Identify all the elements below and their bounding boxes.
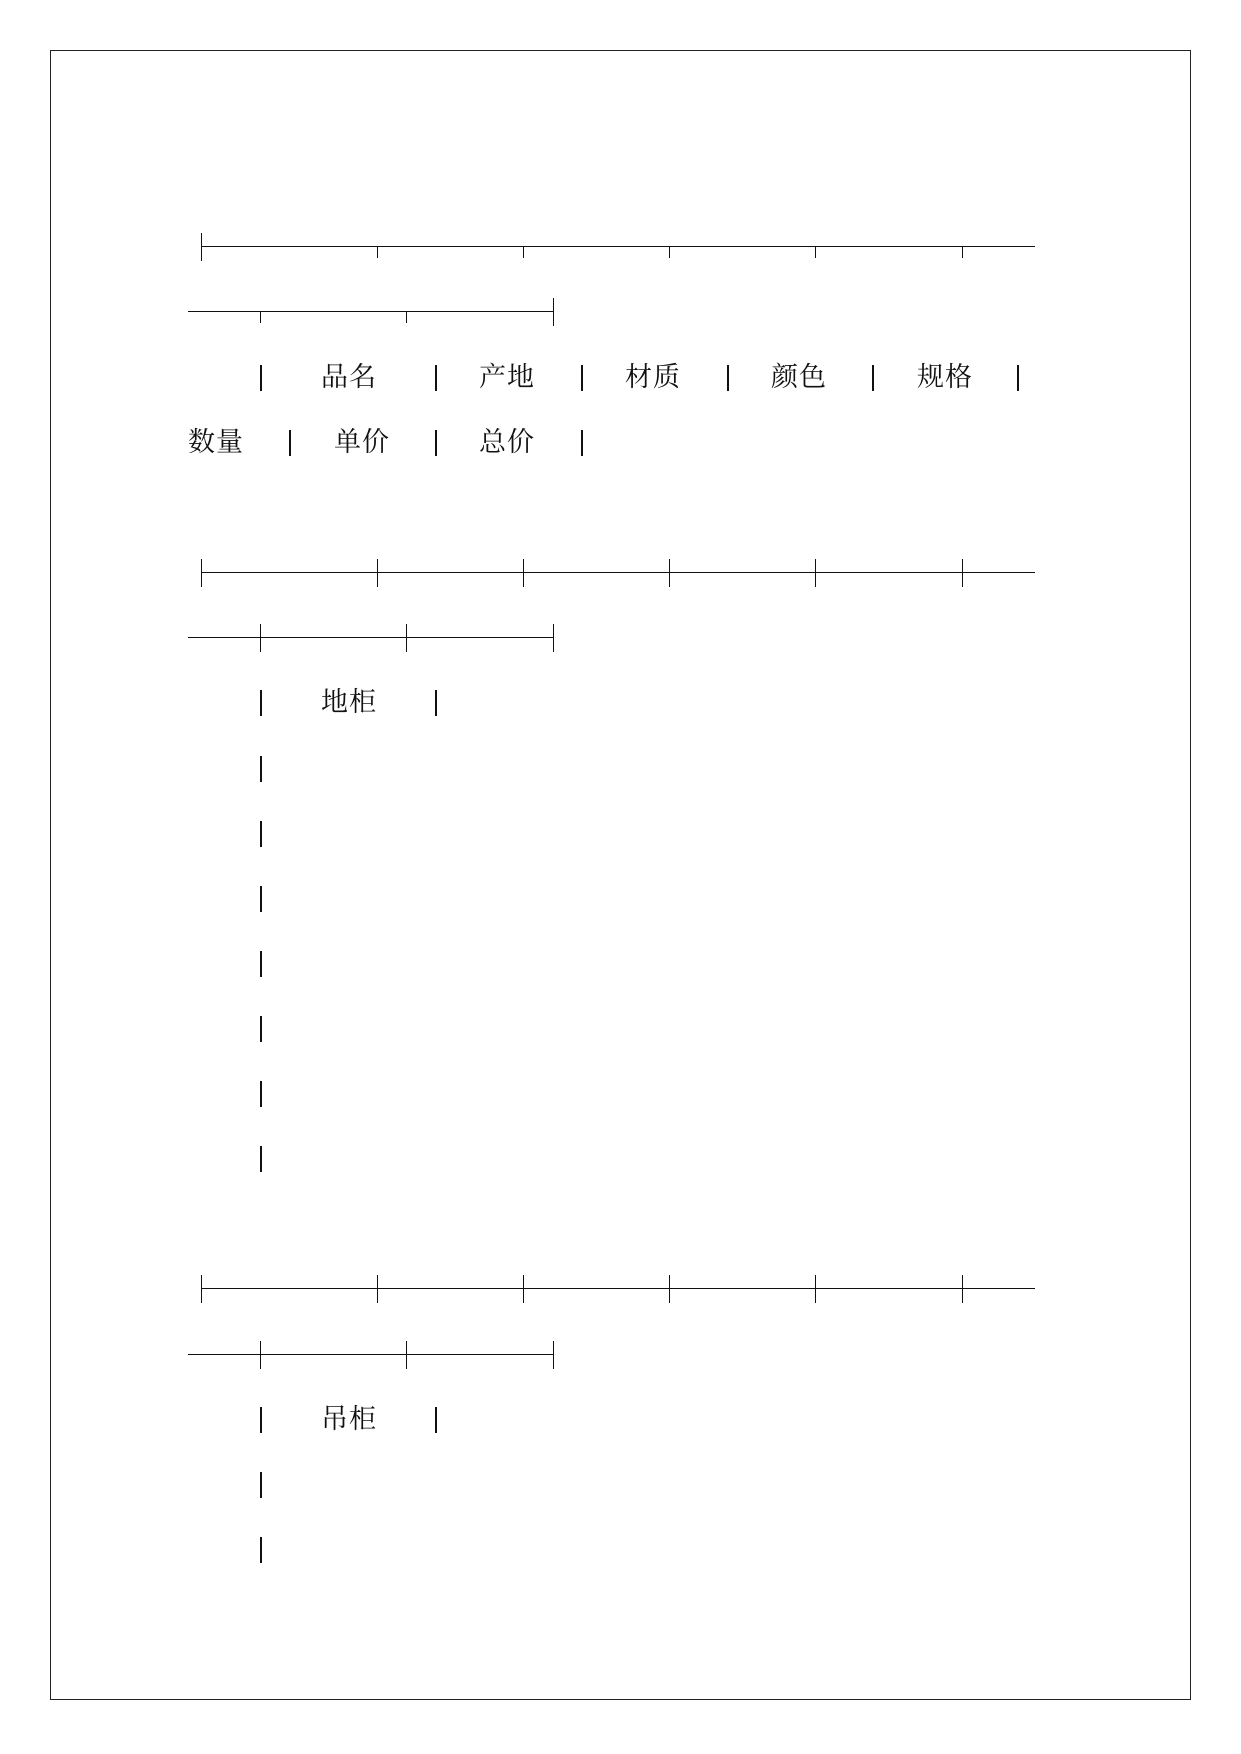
header-cell-origin: 产地 [479, 362, 535, 393]
page-border [50, 50, 1191, 1700]
header-cell-color: 颜色 [771, 362, 827, 393]
empty-row-bar [260, 1472, 262, 1498]
empty-row-bar [260, 1146, 262, 1172]
header-cell-name: 品名 [321, 362, 377, 393]
section-label-wall-cabinet: 吊柜 [321, 1404, 377, 1435]
header-cell-spec: 规格 [917, 362, 973, 393]
empty-row-bar [260, 1081, 262, 1107]
empty-row-bar [260, 886, 262, 912]
section-label-floor-cabinet: 地柜 [321, 687, 377, 718]
empty-row-bar [260, 1537, 262, 1563]
empty-row-bar [260, 1016, 262, 1042]
empty-row-bar [260, 756, 262, 782]
header-cell-total-price: 总价 [479, 427, 535, 458]
empty-row-bar [260, 821, 262, 847]
header-cell-unit-price: 单价 [334, 427, 390, 458]
empty-row-bar [260, 951, 262, 977]
header-cell-material: 材质 [625, 362, 681, 393]
header-cell-quantity: 数量 [188, 427, 244, 458]
